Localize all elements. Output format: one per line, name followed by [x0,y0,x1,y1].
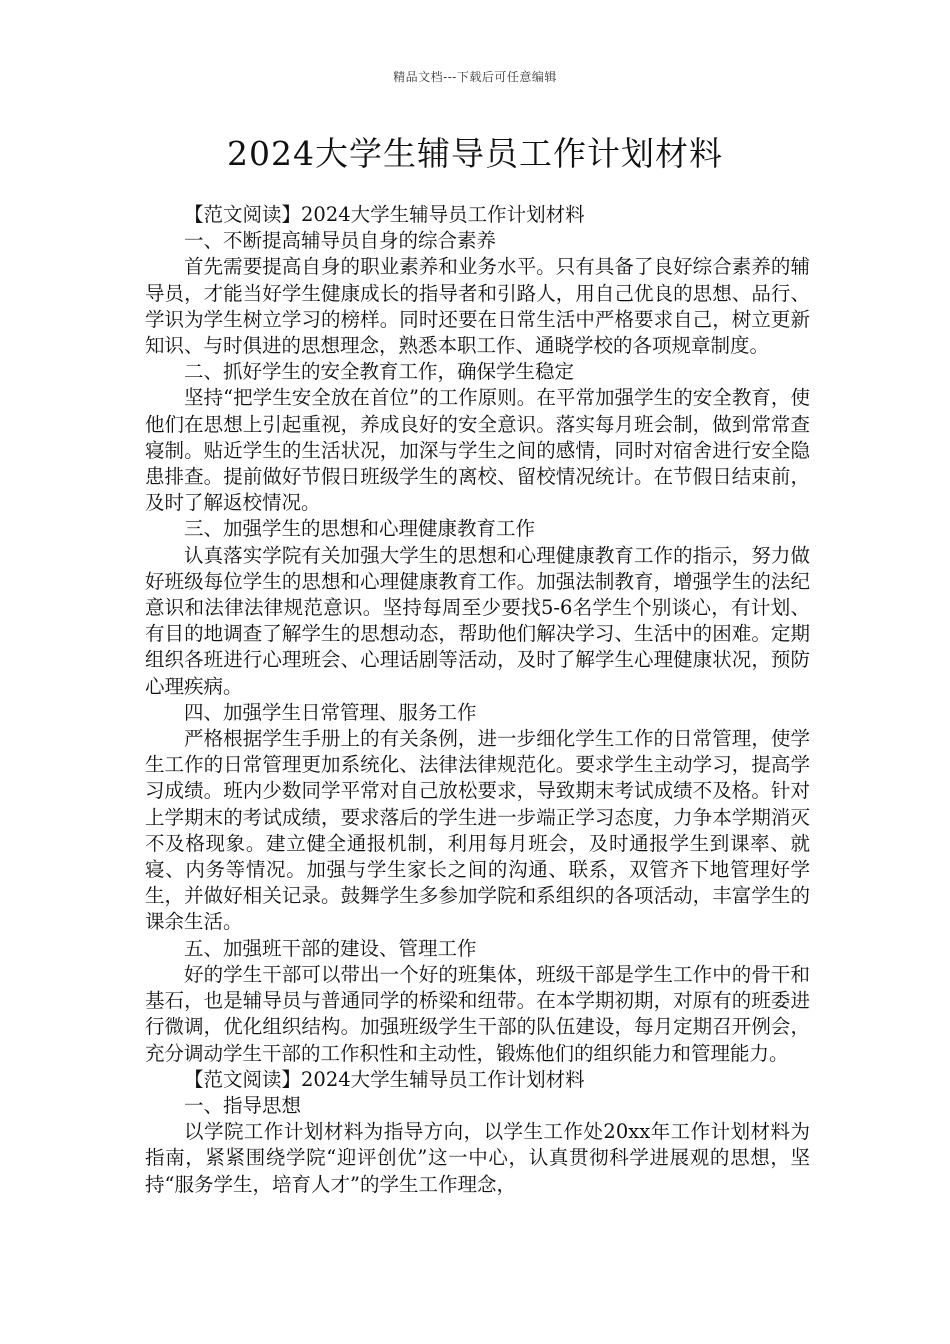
section-heading: 二、抓好学生的安全教育工作，确保学生稳定 [184,360,575,384]
paragraph: 认真落实学院有关加强大学生的思想和心理健康教育工作的指示，努力做好班级每位学生的思想和心理健康教育工作。加强法制教育，增强学生的法纪意识和法律法律规范意识。坚持每周至少要找5-6名学生个别谈心，有计划、有目的地调查了解学生的思想动态，帮助他们解决学习、生活中的困难。定期组织各班进行心理班会、心理话剧等活动，及时了解学生心理健康状况，预防心理疾病。 [145,543,810,698]
document-title: 2024大学生辅导员工作计划材料 [227,134,723,173]
section-heading: 一、指导思想 [184,1093,302,1117]
section-heading: 三、加强学生的思想和心理健康教育工作 [184,517,536,541]
paragraph: 好的学生干部可以带出一个好的班集体，班级干部是学生工作中的骨干和基石，也是辅导员与普通同学的桥梁和纽带。在本学期初期，对原有的班委进行微调，优化组织结构。加强班级学生干部的队伍建设，每月定期召开例会，充分调动学生干部的工作积性和主动性，锻炼他们的组织能力和管理能力。 [145,962,810,1065]
paragraph: 以学院工作计划材料为指导方向，以学生工作处20xx年工作计划材料为指南，紧紧围绕学院“迎评创优”这一中心，认真贯彻科学进展观的思想，坚持“服务学生，培育人才”的学生工作理念， [145,1120,810,1196]
header-note: 精品文档---下载后可任意编辑 [393,70,557,84]
section-heading: 一、不断提高辅导员自身的综合素养 [184,229,497,253]
reading-heading: 【范文阅读】2024大学生辅导员工作计划材料 [184,203,585,226]
section-heading: 四、加强学生日常管理、服务工作 [184,700,477,724]
paragraph: 首先需要提高自身的职业素养和业务水平。只有具备了良好综合素养的辅导员，才能当好学生健康成长的指导者和引路人，用自己优良的思想、品行、学识为学生树立学习的榜样。同时还要在日常生活中严格要求自己，树立更新知识、与时俱进的思想理念，熟悉本职工作、通晓学校的各项规章制度。 [145,255,810,358]
paragraph: 坚持“把学生安全放在首位”的工作原则。在平常加强学生的安全教育，使他们在思想上引起重视，养成良好的安全意识。落实每月班会制，做到常常查寝制。贴近学生的生活状况，加深与学生之间的感情，同时对宿舍进行安全隐患排查。提前做好节假日班级学生的离校、留校情况统计。在节假日结束前，及时了解返校情况。 [145,386,810,515]
paragraph: 严格根据学生手册上的有关条例，进一步细化学生工作的日常管理，使学生工作的日常管理更加系统化、法律法律规范化。要求学生主动学习，提高学习成绩。班内少数同学平常对自己放松要求，导致期末考试成绩不及格。针对上学期末的考试成绩，要求落后的学生进一步端正学习态度，力争本学期消灭不及格现象。建立健全通报机制，利用每月班会，及时通报学生到课率、就寝、内务等情况。加强与学生家长之间的沟通、联系，双管齐下地管理好学生，并做好相关记录。鼓舞学生多参加学院和系组织的各项活动，丰富学生的课余生活。 [145,727,810,934]
document-body [145,202,810,1198]
section-heading: 五、加强班干部的建设、管理工作 [184,936,477,960]
reading-heading: 【范文阅读】2024大学生辅导员工作计划材料 [184,1067,585,1091]
